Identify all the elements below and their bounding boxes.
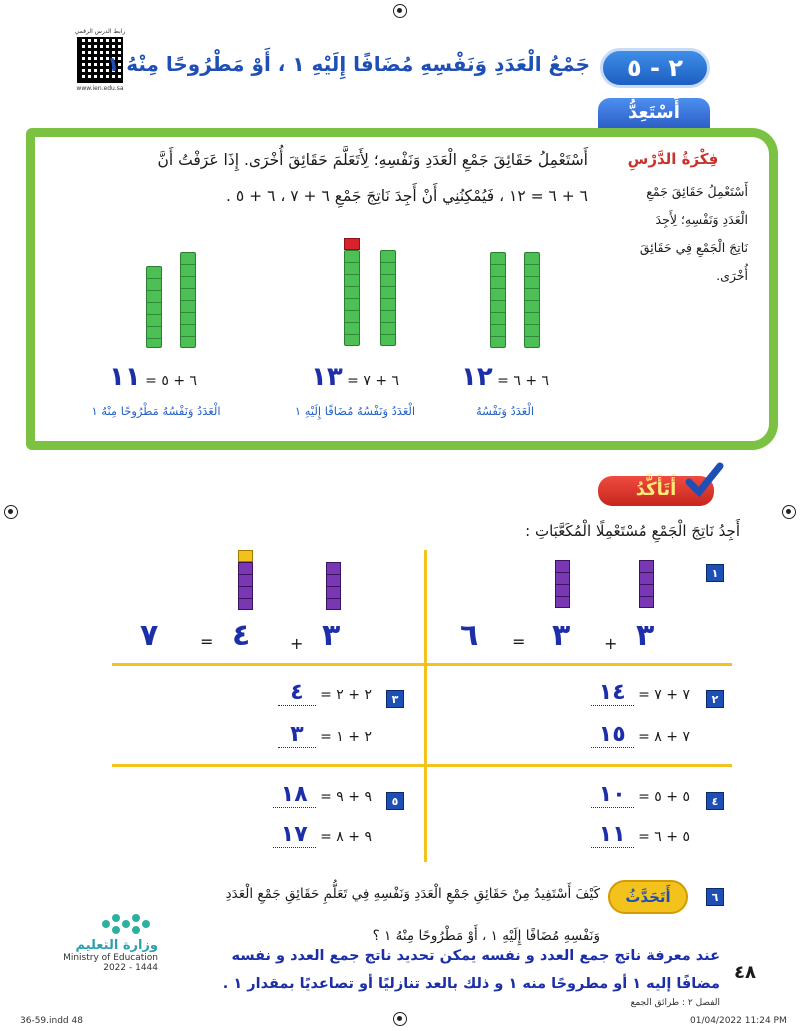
question-number: ٦ bbox=[706, 888, 724, 906]
lesson-idea-box bbox=[598, 150, 748, 290]
lesson-idea-title: فِكْرَةُ الدَّرْسِ bbox=[627, 150, 719, 168]
cube-model-6-6 bbox=[490, 252, 550, 352]
equation-text: ٥ + ٦ = bbox=[638, 829, 690, 845]
cube-model-6-7 bbox=[344, 238, 404, 352]
q5-answer-1: ١٨ bbox=[273, 782, 316, 808]
green-cube-tower bbox=[180, 252, 196, 348]
learn-paragraph-line2: ٦ + ٦ = ١٢ ، فَيُمْكِنُنِي أَنْ أَجِدَ نَاتِجَ جَمْعِ ٦ + ٧ ، ٦ + ٥ . bbox=[226, 187, 588, 205]
equation-text: ٢ + ٢ = bbox=[320, 687, 372, 703]
cube-model-3-3 bbox=[555, 560, 665, 616]
registration-mark-right bbox=[782, 505, 796, 519]
question-number: ٢ bbox=[706, 690, 724, 708]
q4-row bbox=[540, 822, 690, 847]
grid-divider bbox=[424, 550, 427, 862]
q4-answer-2: ١١ bbox=[591, 822, 634, 848]
grid-divider bbox=[112, 764, 732, 767]
chapter-label: الفصل ٢ : طرائق الجمع bbox=[630, 998, 720, 1008]
q2-row bbox=[540, 680, 690, 705]
cube-model-3-4 bbox=[238, 550, 348, 616]
q1-answer: ٦ bbox=[460, 618, 479, 653]
question-number: ١ bbox=[706, 564, 724, 582]
registration-mark-bottom bbox=[393, 1012, 407, 1026]
example-caption-1: الْعَدَدُ وَنَفْسُهُ bbox=[475, 404, 535, 418]
ministry-dots-icon bbox=[100, 912, 150, 936]
example-caption-2: الْعَدَدُ وَنَفْسُهُ مُضَافًا إِلَيْهِ ١ bbox=[294, 404, 416, 418]
q1-equals: = bbox=[512, 632, 526, 651]
equation-text: ٩ + ٩ = bbox=[320, 789, 372, 805]
q1b-a: ٣ bbox=[322, 618, 341, 653]
registration-mark-left bbox=[4, 505, 18, 519]
equation-text: ٩ + ٨ = bbox=[320, 829, 372, 845]
equation-text: ٦ + ٧ = bbox=[347, 373, 400, 389]
talk-question-line1: كَيْفَ أَسْتَفِيدُ مِنْ حَقَائِقِ جَمْعِ الْعَدَدِ وَنَفْسِهِ فِي تَعَلُّمِ حَقَائِقِ جَمْعِ الْعَدَدِ bbox=[225, 886, 600, 902]
purple-cube-tower bbox=[238, 562, 253, 610]
green-cube-tower bbox=[380, 250, 396, 346]
purple-cube-tower bbox=[555, 560, 570, 608]
question-number: ٤ bbox=[706, 792, 724, 810]
equation-text: ٧ + ٧ = bbox=[638, 687, 690, 703]
q2-answer-1: ١٤ bbox=[591, 680, 634, 706]
registration-mark-top bbox=[393, 4, 407, 18]
ministry-logo bbox=[58, 938, 158, 973]
check-instruction: أَجِدُ نَاتِجَ الْجَمْعِ مُسْتَعْمِلًا الْمُكَعَّبَاتِ : bbox=[525, 522, 740, 540]
equation-text: ٢ + ١ = bbox=[320, 729, 372, 745]
lesson-title: جَمْعُ الْعَدَدِ وَنَفْسِهِ مُضَافًا إِلَيْهِ ١ ، أَوْ مَطْرُوحًا مِنْهُ ١ bbox=[107, 52, 590, 76]
q1-a: ٣ bbox=[552, 618, 571, 653]
q3-row bbox=[222, 680, 372, 705]
equation-text: ٧ + ٨ = bbox=[638, 729, 690, 745]
footer-year: 2022 - 1444 bbox=[103, 963, 158, 973]
talk-answer-line2: مضافًا إليه ١ أو مطروحًا منه ١ و ذلك بالعد تنازليًا أو تصاعديًا بمقدار ١ . bbox=[222, 976, 720, 992]
green-cube-tower bbox=[146, 266, 162, 348]
qr-label: رابط الدرس الرقمي bbox=[74, 28, 126, 35]
check-tag: أَتَأَكَّدُ bbox=[598, 476, 714, 506]
lesson-idea-line: الْعَدَدِ وَنَفْسِهِ؛ لِأَجِدَ bbox=[655, 212, 748, 227]
ministry-name: وزارة التعليم bbox=[75, 938, 158, 953]
lesson-number-badge: ٢ - ٥ bbox=[600, 48, 710, 88]
q5-row bbox=[222, 822, 372, 847]
example-equation-1 bbox=[440, 362, 570, 392]
q4-answer-1: ١٠ bbox=[591, 782, 634, 808]
lesson-idea-line: أُخْرَى. bbox=[716, 268, 748, 283]
equation-text: ٦ + ٥ = bbox=[145, 373, 198, 389]
talk-badge: أَتَحَدَّثُ bbox=[608, 880, 688, 914]
equation-answer: ١٢ bbox=[460, 362, 493, 392]
red-cube bbox=[344, 238, 360, 250]
q3-answer-1: ٤ bbox=[278, 680, 315, 706]
green-cube-tower bbox=[490, 252, 506, 348]
lesson-idea-line: نَاتِجَ الْجَمْعِ فِي حَقَائِقَ bbox=[639, 240, 748, 255]
cube-model-6-5 bbox=[146, 252, 206, 352]
q1-plus: + bbox=[604, 634, 618, 653]
page-number: ٤٨ bbox=[734, 962, 756, 983]
grid-divider bbox=[112, 663, 732, 666]
q5-row bbox=[222, 782, 372, 807]
q1b-equals: = bbox=[200, 632, 214, 651]
green-cube-tower bbox=[344, 250, 360, 346]
talk-answer-line1: عند معرفة ناتج جمع العدد و نفسه يمكن تحديد ناتج جمع العدد و نفسه bbox=[231, 948, 720, 964]
q1b-plus: + bbox=[290, 634, 304, 653]
equation-text: ٥ + ٥ = bbox=[638, 789, 690, 805]
q5-answer-2: ١٧ bbox=[273, 822, 316, 848]
learn-tag: أَسْتَعِدُّ bbox=[598, 98, 710, 128]
question-number: ٥ bbox=[386, 792, 404, 810]
q4-row bbox=[540, 782, 690, 807]
q2-answer-2: ١٥ bbox=[591, 722, 634, 748]
purple-cube-tower bbox=[639, 560, 654, 608]
talk-question-line2: وَنَفْسِهِ مُضَافًا إِلَيْهِ ١ ، أَوْ مَطْرُوحًا مِنْهُ ١ ؟ bbox=[372, 928, 600, 944]
q1-b: ٣ bbox=[636, 618, 655, 653]
q1b-b: ٤ bbox=[232, 618, 251, 653]
purple-cube-tower bbox=[326, 562, 341, 610]
qr-url: www.ien.edu.sa bbox=[76, 85, 124, 92]
ministry-name-en: Ministry of Education bbox=[63, 953, 158, 963]
lesson-idea-line: أَسْتَعْمِلُ حَقَائِقَ جَمْعِ bbox=[646, 184, 748, 199]
timestamp: 01/04/2022 11:24 PM bbox=[690, 1016, 787, 1026]
equation-answer: ١٣ bbox=[310, 362, 343, 392]
question-number: ٣ bbox=[386, 690, 404, 708]
q2-row bbox=[540, 722, 690, 747]
green-cube-tower bbox=[524, 252, 540, 348]
equation-answer: ١١ bbox=[108, 362, 141, 392]
q1b-answer: ٧ bbox=[140, 618, 159, 653]
example-equation-2 bbox=[290, 362, 420, 392]
q3-row bbox=[222, 722, 372, 747]
checkmark-icon bbox=[684, 460, 724, 500]
yellow-cube bbox=[238, 550, 253, 562]
q3-answer-2: ٣ bbox=[278, 722, 315, 748]
equation-text: ٦ + ٦ = bbox=[497, 373, 550, 389]
file-name: 36-59.indd 48 bbox=[20, 1016, 83, 1026]
learn-paragraph-line1: أَسْتَعْمِلُ حَقَائِقَ جَمْعِ الْعَدَدِ وَنَفْسِهِ؛ لِأَتَعَلَّمَ حَقَائِقَ أُخْرَى. إِذَا عَرَفْتُ أَنَّ bbox=[157, 151, 588, 169]
example-equation-3 bbox=[88, 362, 218, 392]
example-caption-3: الْعَدَدُ وَنَفْسُهُ مَطْرُوحًا مِنْهُ ١ bbox=[91, 404, 221, 418]
